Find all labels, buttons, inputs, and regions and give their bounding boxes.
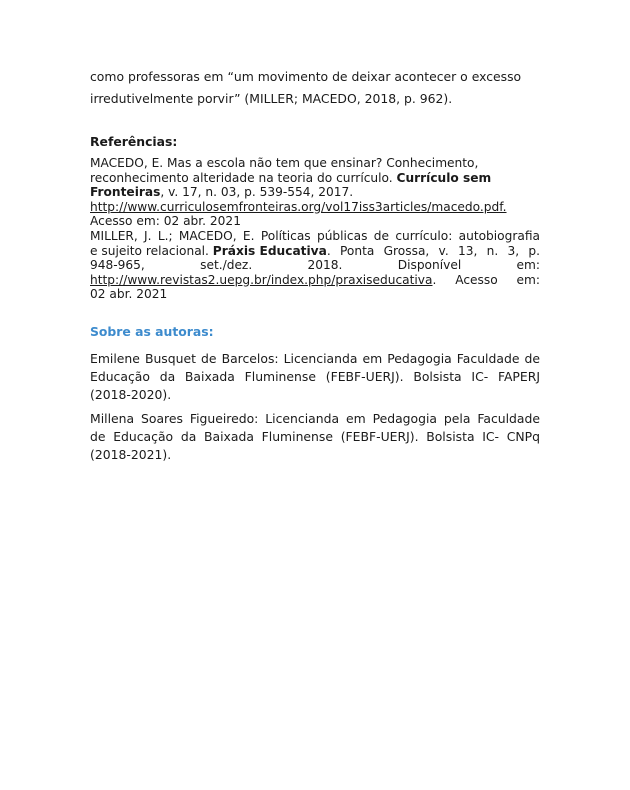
- intro-line-1: como professoras em “um movimento de deixar acontecer o excesso: [90, 69, 522, 84]
- ref1-line-3-text: , v. 17, n. 03, p. 539-554, 2017.: [160, 185, 354, 199]
- ref2-line-4-rest: . Acesso em:: [432, 272, 540, 287]
- bio1-line-2: Educação da Baixada Fluminense (FEBF-UERJ). Bolsista IC- FAPERJ: [90, 369, 540, 384]
- bio1-line-1: Emilene Busquet de Barcelos: Licencianda em Pedagogia Faculdade de: [90, 351, 540, 366]
- author-bio-millena: [90, 410, 540, 464]
- ref2-line-2: [90, 244, 540, 259]
- bio2-line-1: Millena Soares Figueiredo: Licencianda em Pedagogia pela Faculdade: [90, 411, 540, 426]
- reference-macedo: [90, 156, 540, 229]
- reference-miller-macedo: [90, 229, 540, 302]
- ref1-line-2-text: reconhecimento alteridade na teoria do currículo.: [90, 170, 397, 185]
- references-heading: Referências:: [90, 134, 178, 149]
- ref1-line-3: [90, 185, 540, 200]
- ref2-line-4: [90, 273, 540, 288]
- ref2-line-3: 948-965, set./dez. 2018. Disponível em:: [90, 258, 540, 272]
- ref2-url-link[interactable]: http://www.revistas2.uepg.br/index.php/praxiseducativa: [90, 272, 433, 287]
- ref2-line-2-rest: . Ponta Grossa, v. 13, n. 3, p.: [326, 243, 540, 258]
- ref2-journal-title: Práxis Educativa: [212, 243, 327, 258]
- author-bio-emilene: [90, 350, 540, 404]
- ref1-line-2: [90, 171, 540, 186]
- ref2-line-5: 02 abr. 2021: [90, 287, 168, 301]
- ref1-url-link[interactable]: http://www.curriculosemfronteiras.org/vol17iss3articles/macedo.pdf.: [90, 199, 507, 214]
- ref1-journal-title-part1: Currículo sem: [396, 170, 492, 185]
- ref2-line-2-text: e sujeito relacional.: [90, 243, 213, 258]
- ref1-journal-title-part2: Fronteiras: [90, 185, 161, 199]
- ref1-line-4: [90, 200, 540, 215]
- intro-paragraph: [90, 66, 540, 110]
- about-authors-heading: Sobre as autoras:: [90, 324, 214, 339]
- bio1-line-3: (2018-2020).: [90, 387, 172, 402]
- ref1-line-1: MACEDO, E. Mas a escola não tem que ensinar? Conhecimento,: [90, 156, 479, 170]
- ref2-line-1: MILLER, J. L.; MACEDO, E. Políticas públicas de currículo: autobiografia: [90, 229, 540, 243]
- bio2-line-3: (2018-2021).: [90, 447, 172, 462]
- intro-line-2: irredutivelmente porvir” (MILLER; MACEDO, 2018, p. 962).: [90, 91, 453, 106]
- bio2-line-2: de Educação da Baixada Fluminense (FEBF-UERJ). Bolsista IC- CNPq: [90, 429, 540, 444]
- ref1-access-date: Acesso em: 02 abr. 2021: [90, 214, 241, 228]
